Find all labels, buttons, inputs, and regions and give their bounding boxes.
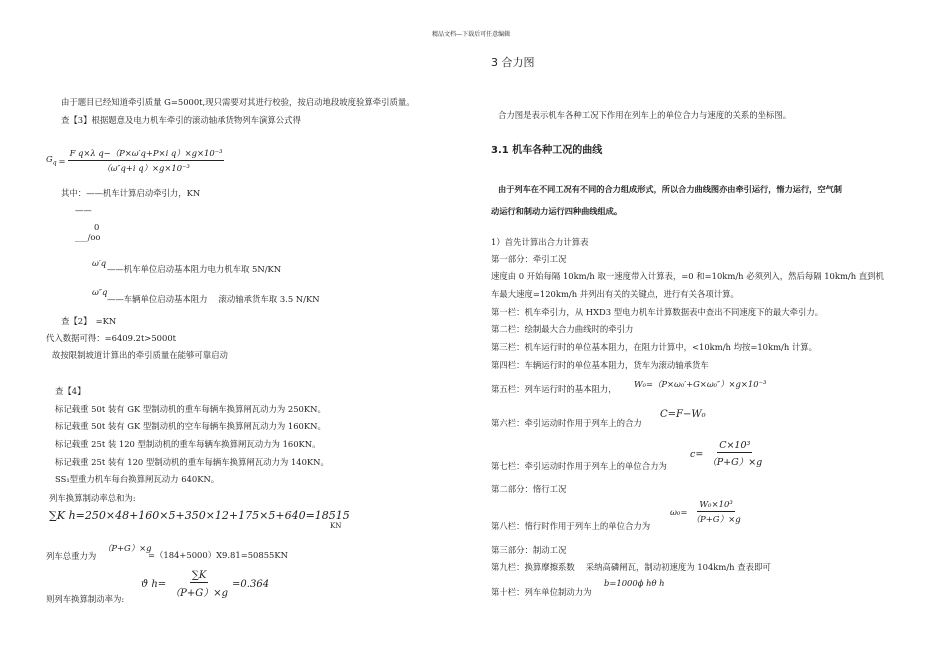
column-1-desc: 第一栏：机车牵引力，从 HXD3 型电力机车计算数据表中查出不同速度下的最大牵引力。 [491, 307, 824, 317]
column-10-formula: b=1000ϕ hθ h [604, 578, 665, 588]
sum-label: 列车换算制动率总和为: [49, 493, 136, 503]
ref3-text: 查【3】根据题意及电力机车牵引的滚动轴承货物列车演算公式得 [61, 115, 301, 125]
column-6-desc: 第六栏：牵引运动时作用于列车上的合力 [491, 418, 642, 428]
column-9-desc: 第九栏：换算摩擦系数 采纳高磷闸瓦，制动初速度为 104km/h 查表即可 [491, 562, 771, 572]
omega-q-prime-symbol: ω′q [92, 258, 107, 268]
brake-rate-denominator: （P+G）×g [170, 588, 229, 599]
zero-label: 0 [94, 222, 100, 232]
omega-q-double-symbol: ω″q [92, 287, 108, 297]
section-title: 3 合力图 [491, 56, 535, 69]
column-8-fraction [689, 500, 742, 525]
column-7-fraction [705, 440, 764, 468]
brake-rate-label: 则列车换算制动率为: [46, 594, 125, 604]
gq-lhs: $G_q$ [46, 154, 57, 167]
omega-q-double-desc: ——车辆单位启动基本阻力 滚动轴承货车取 3.5 N/KN [107, 294, 320, 304]
bold-para-line-2: 动运行和制动力运行四种曲线组成。 [491, 206, 623, 216]
brake-item-4: 标记载重 25t 装有 120 型制动机的重车每辆车换算闸瓦动力为 140KN。 [55, 457, 329, 467]
column-7-formula [690, 440, 766, 468]
column-8-lhs: ω₀= [670, 507, 688, 518]
column-8-formula [670, 500, 745, 525]
brake-rate-formula [141, 570, 269, 599]
dash-line: —— [75, 205, 92, 215]
gq-equals: = [58, 155, 66, 166]
gq-numerator: F q×λ q−（P×ω′q+P×i q）×g×10⁻³ [68, 147, 225, 161]
gross-weight-symbol: （P+G）×g [103, 543, 152, 553]
gq-denominator: （ω″q+i q）×g×10⁻³ [102, 163, 190, 173]
brake-item-1: 标记载重 50t 装有 GK 型制动机的重车每辆车换算闸瓦动力为 250KN。 [55, 404, 326, 414]
gross-weight-label: 列车总重力为 [46, 551, 97, 561]
omega-q-prime-desc: ——机车单位启动基本阻力电力机车取 5N/KN [107, 264, 282, 274]
brake-item-3: 标记载重 25t 装 120 型制动机的重车每辆车换算闸瓦动力为 160KN。 [55, 439, 321, 449]
column-8-desc: 第八栏：惰行时作用于列车上的单位合力为 [491, 521, 651, 531]
oo-label: ___/oo [75, 232, 101, 242]
part-2-heading: 第二部分：惰行工况 [491, 484, 567, 494]
gross-weight-value: =（184+5000）X9.81=50855KN [148, 550, 288, 560]
sum-unit: KN [330, 522, 342, 530]
column-2-desc: 第二栏：绘制最大合力曲线时的牵引力 [491, 324, 634, 334]
subsection-title: 3.1 机车各种工况的曲线 [491, 145, 603, 156]
brake-item-2: 标记载重 50t 装有 GK 型制动机的空车每辆车换算闸瓦动力为 160KN。 [55, 421, 326, 431]
column-7-numerator: C×10³ [719, 440, 751, 451]
brake-rate-numerator: ∑K [191, 570, 207, 581]
part-1-heading: 第一部分：牵引工况 [491, 254, 567, 264]
speed-line-1: 速度由 0 开始每隔 10km/h 取一速度带入计算表，=0 和=10km/h 必须列入，然后每隔 10km/h 直到机 [491, 271, 884, 281]
ref4-text: 查【4】 [55, 386, 86, 396]
column-5-desc: 第五栏：列车运行时的基本阻力， [491, 384, 617, 394]
substitution-text: 代入数据可得：=6409.2t>5000t [46, 333, 177, 343]
ref2-text: 查【2】 =KN [61, 316, 117, 326]
right-intro: 合力图是表示机车各种工况下作用在列车上的单位合力与速度的关系的坐标图。 [498, 110, 792, 120]
step-1-heading: 1）首先计算出合力计算表 [491, 237, 589, 247]
brake-rate-value: =0.364 [232, 579, 270, 590]
brake-item-5: SS₁型重力机车每台换算闸瓦动力 640KN。 [55, 474, 220, 484]
column-3-desc: 第三栏：机车运行时的单位基本阻力，在阻力计算中，<10km/h 均按=10km/h 计算。 [491, 342, 818, 352]
column-7-denominator: （P+G）×g [707, 457, 763, 468]
speed-line-2: 车最大速度=120km/h 并列出有关的关键点，进行有关各项计算。 [491, 289, 739, 299]
gq-fraction [68, 147, 225, 174]
brake-rate-lhs: ϑ h= [141, 579, 167, 590]
column-6-formula: C=F−W₀ [660, 409, 706, 420]
sum-formula: ∑K h=250×48+160×5+350×12+175×5+640=18515 [49, 509, 350, 522]
part-3-heading: 第三部分：制动工况 [491, 545, 567, 555]
gq-formula [46, 147, 226, 174]
brake-rate-fraction [168, 570, 230, 599]
column-8-denominator: （P+G）×g [691, 515, 741, 525]
column-7-desc: 第七栏：牵引运动时作用于列车上的单位合力为 [491, 461, 667, 471]
bold-para-line-1: 由于列车在不同工况有不同的合力组成形式，所以合力曲线图亦由牵引运行，惰力运行，空气制 [498, 184, 842, 194]
column-7-lhs: c= [690, 448, 704, 460]
column-8-numerator: W₀×10³ [699, 500, 733, 510]
where-text: 其中：——机车计算启动牵引力，KN [61, 188, 201, 198]
page-header-note: 精品文档---下载后可任意编辑 [432, 31, 511, 38]
left-intro: 由于题目已经知道牵引质量 G=5000t,现只需要对其进行校验，按启动地段坡度验算牵引质量。 [61, 97, 415, 107]
column-4-desc: 第四栏：车辆运行时的单位基本阻力，货车为滚动轴承货车 [491, 360, 709, 370]
column-10-desc: 第十栏：列车单位制动力为 [491, 587, 592, 597]
conclusion-text: 故按限制坡道计算出的牵引质量在能够可靠启动 [52, 350, 228, 360]
column-5-formula: W₀=（P×ω₀′+G×ω₀″）×g×10⁻³ [634, 379, 767, 389]
